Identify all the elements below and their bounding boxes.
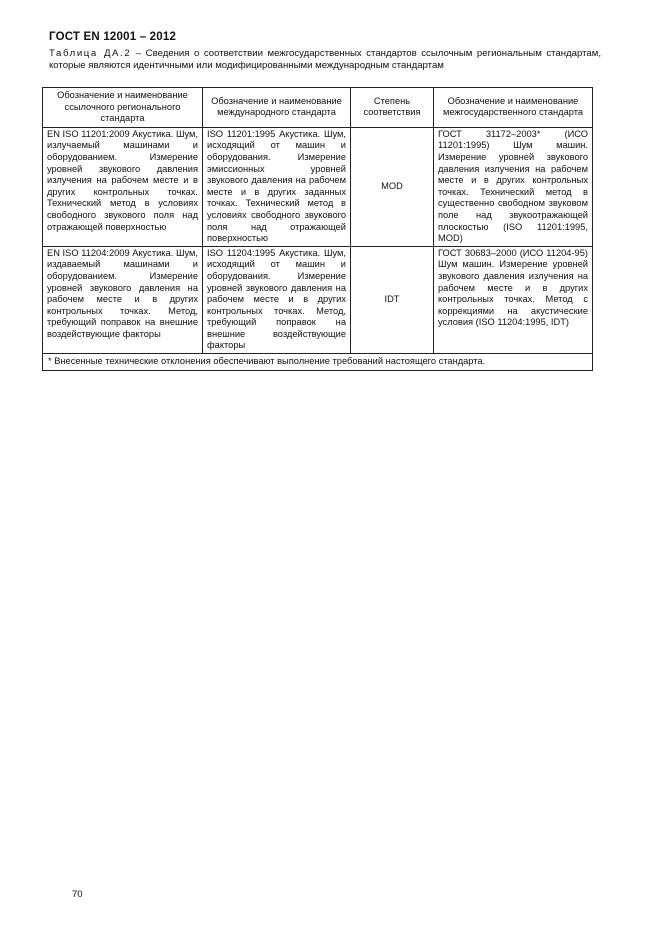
cell-international-standard: ISO 11201:1995 Акустика. Шум, исходящий от машин и оборудования. Измерение эмиссионных уровней звукового давления на рабочем месте и в других заданных точках. Технический метод в условиях свободного звукового поля над отражающей поверхностью (203, 127, 351, 246)
cell-regional-standard: EN ISO 11201:2009 Акустика. Шум, излучаемый машинами и оборудованием. Измерение уровней звукового давления излучения на рабочем месте и в других контрольных точках. Технический метод в условиях свободного звукового поля над отражающей поверхностью (43, 127, 203, 246)
cell-regional-standard: EN ISO 11204:2009 Акустика. Шум, издаваемый машинами и оборудованием. Измерение уровней звукового давления на рабочем месте и в других контрольных точках. Метод, требующий поправок на внешние воздействующие факторы (43, 246, 203, 353)
column-header-degree: Степень соответствия (351, 88, 434, 128)
table-footnote-row (43, 354, 593, 371)
column-header-regional: Обозначение и наименование ссылочного регионального стандарта (43, 88, 203, 128)
table-header-row (43, 88, 593, 128)
table-row (43, 246, 593, 353)
standards-correspondence-table (42, 87, 593, 371)
table-caption-prefix: Таблица ДА.2 (49, 48, 132, 59)
cell-degree: MOD (351, 127, 434, 246)
table-caption (49, 48, 601, 71)
table-footnote: * Внесенные технические отклонения обеспечивают выполнение требований настоящего стандарта. (43, 354, 593, 371)
cell-degree: IDT (351, 246, 434, 353)
table-row (43, 127, 593, 246)
cell-international-standard: ISO 11204:1995 Акустика. Шум, исходящий от машин и оборудования. Измерение уровней звукового давления на рабочем месте и в других контрольных точках. Метод, требующий поправок на внешние воздействующие факторы (203, 246, 351, 353)
cell-interstate-standard: ГОСТ 30683–2000 (ИСО 11204-95) Шум машин. Измерение уровней звукового давления излучения на рабочем месте и в других контрольных точках. Метод с коррекциями на акустические условия (ISO 11204:1995, IDT) (434, 246, 593, 353)
table-caption-text: – Сведения о соответствии межгосударственных стандартов ссылочным региональным стандартам, которые являются идентичными или модифицированными международным стандартам (49, 48, 601, 71)
cell-interstate-standard: ГОСТ 31172–2003* (ИСО 11201:1995) Шум машин. Измерение уровней звукового давления излучения на рабочем месте и в других контрольных точках. Технический метод в существенно свободном звуковом поле над звукоотражающей плоскостью (ISO 11201:1995, MOD) (434, 127, 593, 246)
document-header: ГОСТ EN 12001 – 2012 (49, 31, 177, 43)
column-header-international: Обозначение и наименование международного стандарта (203, 88, 351, 128)
page-number: 70 (72, 889, 83, 900)
column-header-interstate: Обозначение и наименование межгосударственного стандарта (434, 88, 593, 128)
